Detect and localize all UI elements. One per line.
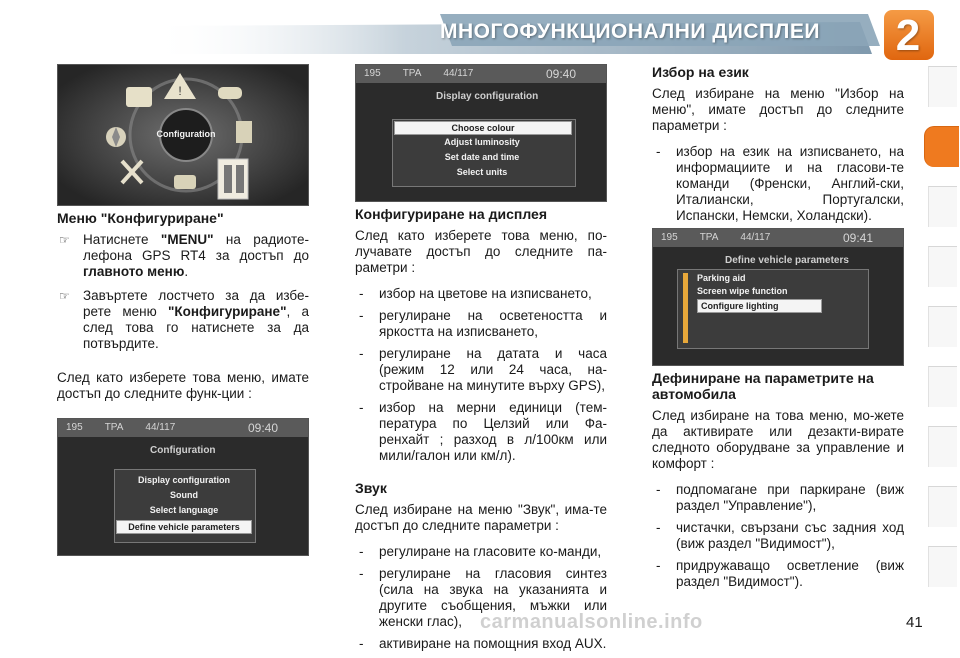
chapter-tab-active[interactable]	[924, 126, 959, 167]
section-heading: Конфигуриране на дисплея	[355, 206, 548, 222]
page-number: 41	[906, 614, 923, 631]
finger-pointer-icon: ☞	[59, 289, 70, 303]
menu-item[interactable]: Select language	[149, 505, 219, 515]
status-strip: 195 TPA 44/117 09:40	[356, 65, 606, 83]
menu-wheel-center-label: Configuration	[156, 129, 216, 139]
menu-item[interactable]: Set date and time	[444, 152, 520, 162]
list-item: - придружаващо осветление (виж раздел "Видимост").	[652, 558, 904, 590]
list-item: - регулиране на осветеността и яркостта на изписването,	[355, 308, 607, 340]
display-config-photo	[355, 64, 607, 202]
paragraph: След избиране на меню "Звук", има-те достъп до следните параметри :	[355, 502, 607, 533]
svg-text:!: !	[178, 84, 182, 98]
list-item: - регулиране на гласовия синтез (сила на звука на указанията и другите съобщения, мъжки или женски глас),	[355, 566, 607, 630]
radio-icon	[126, 87, 152, 107]
parameter-list	[355, 544, 607, 652]
car-icon	[174, 175, 196, 189]
paragraph: След избиране на това меню, мо-жете да активирате или дезакти-вирате следното оборудване за управление и комфорт :	[652, 408, 904, 471]
chapter-tab[interactable]	[928, 546, 957, 587]
screen-title: Configuration	[150, 445, 216, 456]
navigation-icon	[106, 127, 126, 147]
chapter-title: МНОГОФУНКЦИОНАЛНИ ДИСПЛЕИ	[440, 20, 820, 43]
scroll-indicator	[683, 273, 688, 343]
list-item: - избор на език на изписването, на информациите и на гласови-те команди (Френски, Англий-ски, Италиански, Португалски, Испански, Немски, Холандски).	[652, 144, 904, 224]
phone-icon	[218, 87, 242, 99]
list-item: - чистачки, свързани със задния ход (виж раздел "Видимост"),	[652, 520, 904, 552]
menu-item-selected[interactable]: Configure lighting	[697, 299, 822, 313]
section-heading: Звук	[355, 480, 387, 496]
list-item: - регулиране на гласовите ко-манди,	[355, 544, 607, 560]
screen-title: Display configuration	[436, 91, 539, 102]
menu-item[interactable]: Sound	[170, 490, 198, 500]
parameter-list	[652, 482, 904, 590]
menu-item[interactable]: Parking aid	[697, 273, 746, 283]
paragraph: След като изберете това меню, имате достъп до следните функ-ции :	[57, 370, 309, 401]
column-language-and-vehicle	[652, 64, 904, 230]
menu-item[interactable]: Adjust luminosity	[444, 137, 520, 147]
watermark: carmanualsonline.info	[480, 611, 703, 633]
parameter-list	[355, 286, 607, 464]
instruction-item: ☞ Натиснете "MENU" на радиоте-лефона GPS RT4 за достъп до главното меню.	[59, 232, 309, 279]
instruction-list	[57, 232, 309, 352]
list-item: - регулиране на датата и часа (режим 12 или 24 часа, на-стройване на минутите върху GPS),	[355, 346, 607, 394]
settings-icon	[218, 159, 248, 199]
chapter-header	[0, 6, 960, 60]
chapter-number: 2	[895, 11, 921, 60]
parameter-list	[652, 144, 904, 224]
column-configuration-menu	[57, 210, 309, 412]
section-heading: Избор на език	[652, 64, 749, 80]
list-item: - избор на цветове на изписването,	[355, 286, 607, 302]
config-menu-photo	[57, 418, 309, 556]
menu-item[interactable]: Display configuration	[137, 475, 230, 485]
section-heading: Меню "Конфигуриране"	[57, 210, 224, 226]
chapter-tab[interactable]	[928, 186, 957, 227]
menu-item-selected[interactable]: Choose colour	[394, 121, 572, 135]
section-heading: Дефиниране на параметрите на автомобила	[652, 370, 874, 402]
column-display-and-sound	[355, 206, 607, 658]
menu-item-selected[interactable]: Define vehicle parameters	[116, 520, 252, 534]
vehicle-params-photo	[652, 228, 904, 366]
column-vehicle-parameters	[652, 370, 904, 596]
finger-pointer-icon: ☞	[59, 233, 70, 247]
paragraph: След като изберете това меню, по-лучавате достъп до следните па-раметри :	[355, 228, 607, 275]
chapter-tab[interactable]	[928, 486, 957, 527]
list-item: - избор на мерни единици (тем-пература по Целзий или Фа-ренхайт ; разход в л/100км или мили/галон или км/л).	[355, 400, 607, 464]
menu-item[interactable]: Screen wipe function	[697, 286, 788, 296]
chapter-tab[interactable]	[928, 426, 957, 467]
chapter-tab[interactable]	[928, 66, 957, 107]
status-strip: 195 TPA 44/117 09:40	[58, 419, 308, 437]
chapter-tab[interactable]	[928, 246, 957, 287]
list-item: - активиране на помощния вход AUX.	[355, 636, 607, 652]
menu-wheel-photo	[57, 64, 309, 206]
menu-item[interactable]: Select units	[456, 167, 508, 177]
book-icon	[236, 121, 252, 143]
chapter-tab[interactable]	[928, 366, 957, 407]
paragraph: След избиране на меню "Избор на меню", имате достъп до следните параметри :	[652, 86, 904, 133]
status-strip: 195 TPA 44/117 09:41	[653, 229, 903, 247]
chapter-tabs	[928, 66, 960, 586]
chapter-tab[interactable]	[928, 306, 957, 347]
instruction-item: ☞ Завъртете лостчето за да избе-рете меню "Конфигуриране", а след това го натиснете за да потвърдите.	[59, 288, 309, 351]
list-item: - подпомагане при паркиране (виж раздел "Управление"),	[652, 482, 904, 514]
screen-title: Define vehicle parameters	[725, 255, 849, 266]
